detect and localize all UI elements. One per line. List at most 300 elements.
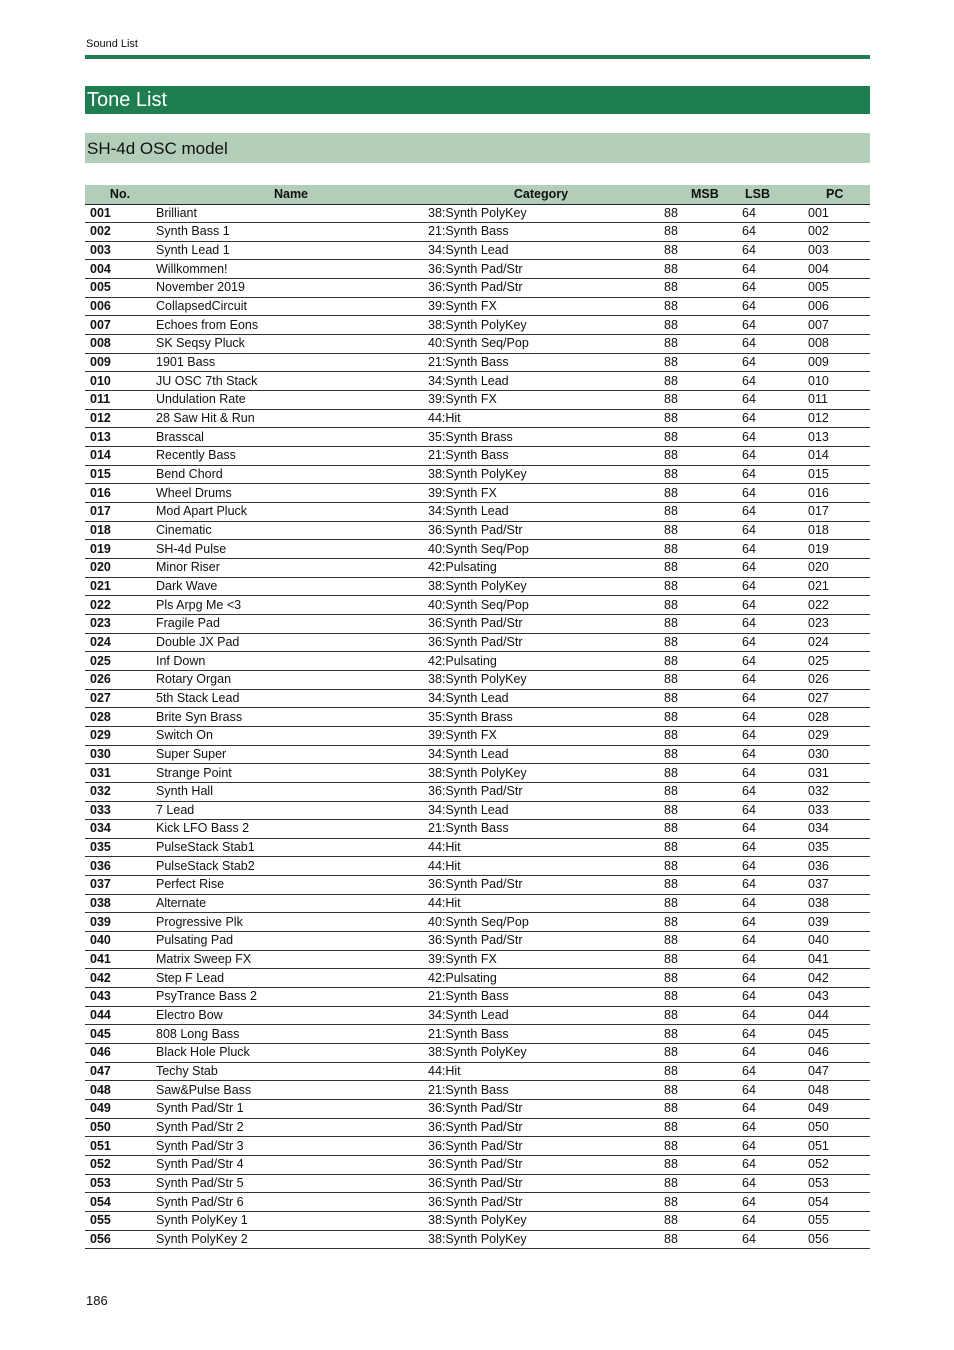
table-row	[85, 409, 870, 428]
cell-lsb: 64	[734, 540, 806, 559]
cell-name: Bend Chord	[155, 465, 427, 484]
cell-no: 037	[85, 876, 155, 895]
cell-pc: 018	[806, 521, 870, 540]
cell-no: 035	[85, 838, 155, 857]
cell-no: 010	[85, 372, 155, 391]
cell-lsb: 64	[734, 558, 806, 577]
cell-no: 013	[85, 428, 155, 447]
table-row	[85, 633, 870, 652]
cell-category: 39:Synth FX	[427, 484, 655, 503]
table-row	[85, 913, 870, 932]
cell-name: Double JX Pad	[155, 633, 427, 652]
cell-no: 051	[85, 1137, 155, 1156]
cell-msb: 88	[655, 241, 734, 260]
cell-name: Rotary Organ	[155, 670, 427, 689]
cell-lsb: 64	[734, 391, 806, 410]
cell-lsb: 64	[734, 838, 806, 857]
cell-name: Techy Stab	[155, 1062, 427, 1081]
cell-no: 024	[85, 633, 155, 652]
cell-msb: 88	[655, 558, 734, 577]
cell-no: 026	[85, 670, 155, 689]
cell-category: 42:Pulsating	[427, 558, 655, 577]
cell-no: 005	[85, 279, 155, 298]
cell-category: 21:Synth Bass	[427, 353, 655, 372]
column-header-msb: MSB	[655, 185, 734, 204]
cell-category: 34:Synth Lead	[427, 372, 655, 391]
cell-no: 030	[85, 745, 155, 764]
cell-name: Synth Pad/Str 3	[155, 1137, 427, 1156]
cell-category: 44:Hit	[427, 838, 655, 857]
cell-name: Step F Lead	[155, 969, 427, 988]
cell-msb: 88	[655, 633, 734, 652]
cell-lsb: 64	[734, 913, 806, 932]
cell-no: 012	[85, 409, 155, 428]
cell-category: 35:Synth Brass	[427, 428, 655, 447]
cell-no: 053	[85, 1174, 155, 1193]
table-row	[85, 726, 870, 745]
cell-category: 36:Synth Pad/Str	[427, 782, 655, 801]
cell-category: 21:Synth Bass	[427, 447, 655, 466]
cell-name: 7 Lead	[155, 801, 427, 820]
cell-name: Alternate	[155, 894, 427, 913]
cell-name: Super Super	[155, 745, 427, 764]
cell-msb: 88	[655, 969, 734, 988]
cell-name: Brite Syn Brass	[155, 708, 427, 727]
cell-category: 36:Synth Pad/Str	[427, 1193, 655, 1212]
cell-category: 38:Synth PolyKey	[427, 1230, 655, 1249]
table-row	[85, 782, 870, 801]
cell-lsb: 64	[734, 1155, 806, 1174]
cell-name: Brilliant	[155, 204, 427, 223]
cell-name: Fragile Pad	[155, 614, 427, 633]
cell-msb: 88	[655, 204, 734, 223]
cell-category: 38:Synth PolyKey	[427, 465, 655, 484]
cell-msb: 88	[655, 1025, 734, 1044]
cell-no: 009	[85, 353, 155, 372]
table-row	[85, 820, 870, 839]
cell-name: Matrix Sweep FX	[155, 950, 427, 969]
cell-name: Black Hole Pluck	[155, 1044, 427, 1063]
cell-pc: 033	[806, 801, 870, 820]
cell-pc: 010	[806, 372, 870, 391]
column-header-name: Name	[155, 185, 427, 204]
cell-msb: 88	[655, 1193, 734, 1212]
cell-msb: 88	[655, 652, 734, 671]
cell-lsb: 64	[734, 689, 806, 708]
cell-no: 007	[85, 316, 155, 335]
cell-msb: 88	[655, 913, 734, 932]
cell-category: 34:Synth Lead	[427, 1006, 655, 1025]
cell-msb: 88	[655, 447, 734, 466]
cell-category: 42:Pulsating	[427, 652, 655, 671]
cell-name: Cinematic	[155, 521, 427, 540]
column-header-lsb: LSB	[734, 185, 806, 204]
table-row	[85, 764, 870, 783]
cell-category: 34:Synth Lead	[427, 241, 655, 260]
cell-msb: 88	[655, 297, 734, 316]
cell-lsb: 64	[734, 969, 806, 988]
cell-no: 040	[85, 932, 155, 951]
cell-name: Recently Bass	[155, 447, 427, 466]
cell-name: Progressive Plk	[155, 913, 427, 932]
cell-category: 39:Synth FX	[427, 297, 655, 316]
cell-no: 029	[85, 726, 155, 745]
cell-pc: 031	[806, 764, 870, 783]
cell-name: November 2019	[155, 279, 427, 298]
cell-name: SK Seqsy Pluck	[155, 335, 427, 354]
cell-no: 055	[85, 1211, 155, 1230]
cell-name: 808 Long Bass	[155, 1025, 427, 1044]
cell-no: 044	[85, 1006, 155, 1025]
table-row	[85, 876, 870, 895]
cell-msb: 88	[655, 260, 734, 279]
cell-pc: 024	[806, 633, 870, 652]
cell-pc: 039	[806, 913, 870, 932]
cell-lsb: 64	[734, 428, 806, 447]
cell-category: 44:Hit	[427, 1062, 655, 1081]
cell-no: 025	[85, 652, 155, 671]
cell-name: Synth Pad/Str 2	[155, 1118, 427, 1137]
cell-pc: 026	[806, 670, 870, 689]
column-header-pc: PC	[806, 185, 870, 204]
cell-msb: 88	[655, 503, 734, 522]
cell-lsb: 64	[734, 577, 806, 596]
cell-category: 21:Synth Bass	[427, 223, 655, 242]
cell-lsb: 64	[734, 241, 806, 260]
cell-category: 38:Synth PolyKey	[427, 1211, 655, 1230]
table-row	[85, 1081, 870, 1100]
cell-no: 001	[85, 204, 155, 223]
cell-pc: 019	[806, 540, 870, 559]
cell-msb: 88	[655, 223, 734, 242]
table-row	[85, 708, 870, 727]
cell-lsb: 64	[734, 614, 806, 633]
cell-pc: 027	[806, 689, 870, 708]
cell-msb: 88	[655, 409, 734, 428]
section-title: Tone List	[85, 86, 870, 114]
table-row	[85, 857, 870, 876]
table-row	[85, 1044, 870, 1063]
table-row	[85, 1100, 870, 1119]
cell-no: 046	[85, 1044, 155, 1063]
table-row	[85, 372, 870, 391]
cell-pc: 002	[806, 223, 870, 242]
table-row	[85, 223, 870, 242]
table-header-row	[85, 185, 870, 204]
table-row	[85, 1174, 870, 1193]
subsection-title: SH-4d OSC model	[85, 133, 870, 163]
cell-pc: 025	[806, 652, 870, 671]
cell-pc: 043	[806, 988, 870, 1007]
running-head: Sound List	[86, 38, 138, 50]
cell-pc: 005	[806, 279, 870, 298]
cell-no: 015	[85, 465, 155, 484]
table-row	[85, 465, 870, 484]
table-row	[85, 596, 870, 615]
column-header-no: No.	[85, 185, 155, 204]
cell-msb: 88	[655, 1062, 734, 1081]
cell-no: 034	[85, 820, 155, 839]
cell-name: Synth Lead 1	[155, 241, 427, 260]
cell-name: Undulation Rate	[155, 391, 427, 410]
cell-msb: 88	[655, 820, 734, 839]
cell-category: 21:Synth Bass	[427, 1025, 655, 1044]
cell-pc: 055	[806, 1211, 870, 1230]
cell-lsb: 64	[734, 503, 806, 522]
cell-no: 038	[85, 894, 155, 913]
table-row	[85, 1211, 870, 1230]
cell-msb: 88	[655, 1174, 734, 1193]
cell-pc: 053	[806, 1174, 870, 1193]
cell-no: 039	[85, 913, 155, 932]
cell-name: PsyTrance Bass 2	[155, 988, 427, 1007]
table-row	[85, 1155, 870, 1174]
cell-no: 048	[85, 1081, 155, 1100]
cell-no: 011	[85, 391, 155, 410]
cell-name: Inf Down	[155, 652, 427, 671]
tone-table	[85, 185, 870, 1249]
cell-msb: 88	[655, 521, 734, 540]
cell-pc: 034	[806, 820, 870, 839]
cell-name: PulseStack Stab1	[155, 838, 427, 857]
table-row	[85, 297, 870, 316]
cell-no: 031	[85, 764, 155, 783]
cell-name: Switch On	[155, 726, 427, 745]
cell-category: 42:Pulsating	[427, 969, 655, 988]
cell-msb: 88	[655, 1118, 734, 1137]
cell-name: Kick LFO Bass 2	[155, 820, 427, 839]
cell-msb: 88	[655, 279, 734, 298]
cell-name: Minor Riser	[155, 558, 427, 577]
cell-msb: 88	[655, 540, 734, 559]
cell-pc: 012	[806, 409, 870, 428]
cell-name: Synth PolyKey 2	[155, 1230, 427, 1249]
cell-lsb: 64	[734, 670, 806, 689]
cell-pc: 038	[806, 894, 870, 913]
cell-no: 019	[85, 540, 155, 559]
cell-lsb: 64	[734, 1193, 806, 1212]
table-row	[85, 204, 870, 223]
table-row	[85, 540, 870, 559]
table-row	[85, 484, 870, 503]
cell-lsb: 64	[734, 1006, 806, 1025]
cell-category: 36:Synth Pad/Str	[427, 1137, 655, 1156]
cell-name: SH-4d Pulse	[155, 540, 427, 559]
table-row	[85, 1025, 870, 1044]
cell-pc: 003	[806, 241, 870, 260]
cell-msb: 88	[655, 689, 734, 708]
cell-pc: 001	[806, 204, 870, 223]
cell-name: PulseStack Stab2	[155, 857, 427, 876]
cell-lsb: 64	[734, 447, 806, 466]
table-row	[85, 316, 870, 335]
cell-pc: 044	[806, 1006, 870, 1025]
table-row	[85, 353, 870, 372]
table-row	[85, 670, 870, 689]
cell-pc: 035	[806, 838, 870, 857]
cell-msb: 88	[655, 1155, 734, 1174]
cell-pc: 037	[806, 876, 870, 895]
cell-msb: 88	[655, 1211, 734, 1230]
table-row	[85, 969, 870, 988]
cell-msb: 88	[655, 353, 734, 372]
cell-pc: 015	[806, 465, 870, 484]
cell-lsb: 64	[734, 279, 806, 298]
cell-category: 36:Synth Pad/Str	[427, 279, 655, 298]
cell-msb: 88	[655, 932, 734, 951]
cell-name: Perfect Rise	[155, 876, 427, 895]
cell-no: 056	[85, 1230, 155, 1249]
cell-pc: 013	[806, 428, 870, 447]
cell-no: 008	[85, 335, 155, 354]
cell-category: 36:Synth Pad/Str	[427, 1100, 655, 1119]
cell-lsb: 64	[734, 1100, 806, 1119]
cell-pc: 040	[806, 932, 870, 951]
cell-lsb: 64	[734, 409, 806, 428]
cell-msb: 88	[655, 596, 734, 615]
cell-no: 020	[85, 558, 155, 577]
cell-pc: 028	[806, 708, 870, 727]
cell-msb: 88	[655, 1230, 734, 1249]
cell-no: 032	[85, 782, 155, 801]
cell-pc: 020	[806, 558, 870, 577]
cell-name: Wheel Drums	[155, 484, 427, 503]
cell-category: 39:Synth FX	[427, 391, 655, 410]
cell-name: Mod Apart Pluck	[155, 503, 427, 522]
table-row	[85, 689, 870, 708]
table-row	[85, 391, 870, 410]
cell-category: 40:Synth Seq/Pop	[427, 335, 655, 354]
cell-pc: 021	[806, 577, 870, 596]
cell-msb: 88	[655, 764, 734, 783]
cell-msb: 88	[655, 1100, 734, 1119]
cell-pc: 016	[806, 484, 870, 503]
cell-category: 40:Synth Seq/Pop	[427, 540, 655, 559]
cell-category: 34:Synth Lead	[427, 503, 655, 522]
cell-category: 38:Synth PolyKey	[427, 577, 655, 596]
cell-name: Synth Pad/Str 5	[155, 1174, 427, 1193]
cell-name: Synth PolyKey 1	[155, 1211, 427, 1230]
cell-category: 38:Synth PolyKey	[427, 670, 655, 689]
cell-name: 28 Saw Hit & Run	[155, 409, 427, 428]
cell-lsb: 64	[734, 1174, 806, 1193]
cell-category: 38:Synth PolyKey	[427, 204, 655, 223]
cell-no: 050	[85, 1118, 155, 1137]
cell-lsb: 64	[734, 894, 806, 913]
cell-name: Echoes from Eons	[155, 316, 427, 335]
cell-no: 052	[85, 1155, 155, 1174]
cell-pc: 041	[806, 950, 870, 969]
cell-lsb: 64	[734, 876, 806, 895]
cell-pc: 047	[806, 1062, 870, 1081]
column-header-category: Category	[427, 185, 655, 204]
table-row	[85, 1006, 870, 1025]
header-rule	[85, 55, 870, 59]
table-row	[85, 577, 870, 596]
cell-msb: 88	[655, 1006, 734, 1025]
cell-category: 44:Hit	[427, 894, 655, 913]
cell-pc: 023	[806, 614, 870, 633]
cell-name: Saw&Pulse Bass	[155, 1081, 427, 1100]
cell-category: 36:Synth Pad/Str	[427, 614, 655, 633]
cell-category: 40:Synth Seq/Pop	[427, 913, 655, 932]
cell-name: Electro Bow	[155, 1006, 427, 1025]
cell-msb: 88	[655, 801, 734, 820]
cell-lsb: 64	[734, 857, 806, 876]
table-row	[85, 932, 870, 951]
cell-name: Synth Hall	[155, 782, 427, 801]
cell-name: Brasscal	[155, 428, 427, 447]
cell-no: 054	[85, 1193, 155, 1212]
cell-lsb: 64	[734, 1062, 806, 1081]
cell-lsb: 64	[734, 988, 806, 1007]
cell-pc: 006	[806, 297, 870, 316]
cell-pc: 022	[806, 596, 870, 615]
cell-pc: 048	[806, 1081, 870, 1100]
cell-msb: 88	[655, 670, 734, 689]
cell-category: 35:Synth Brass	[427, 708, 655, 727]
cell-name: Synth Pad/Str 6	[155, 1193, 427, 1212]
cell-no: 028	[85, 708, 155, 727]
cell-category: 21:Synth Bass	[427, 988, 655, 1007]
cell-lsb: 64	[734, 596, 806, 615]
cell-name: JU OSC 7th Stack	[155, 372, 427, 391]
table-row	[85, 950, 870, 969]
cell-pc: 049	[806, 1100, 870, 1119]
cell-pc: 046	[806, 1044, 870, 1063]
table-row	[85, 1062, 870, 1081]
cell-no: 018	[85, 521, 155, 540]
table-row	[85, 838, 870, 857]
table-row	[85, 988, 870, 1007]
cell-no: 003	[85, 241, 155, 260]
cell-pc: 009	[806, 353, 870, 372]
cell-no: 017	[85, 503, 155, 522]
cell-no: 027	[85, 689, 155, 708]
cell-msb: 88	[655, 876, 734, 895]
cell-msb: 88	[655, 391, 734, 410]
cell-no: 006	[85, 297, 155, 316]
cell-pc: 045	[806, 1025, 870, 1044]
cell-pc: 042	[806, 969, 870, 988]
cell-category: 34:Synth Lead	[427, 801, 655, 820]
cell-category: 36:Synth Pad/Str	[427, 521, 655, 540]
cell-no: 021	[85, 577, 155, 596]
cell-category: 38:Synth PolyKey	[427, 316, 655, 335]
cell-lsb: 64	[734, 223, 806, 242]
cell-category: 36:Synth Pad/Str	[427, 633, 655, 652]
table-row	[85, 279, 870, 298]
cell-lsb: 64	[734, 782, 806, 801]
table-row	[85, 503, 870, 522]
cell-msb: 88	[655, 1081, 734, 1100]
cell-msb: 88	[655, 465, 734, 484]
cell-lsb: 64	[734, 335, 806, 354]
table-row	[85, 521, 870, 540]
cell-no: 041	[85, 950, 155, 969]
cell-name: Strange Point	[155, 764, 427, 783]
cell-category: 21:Synth Bass	[427, 1081, 655, 1100]
table-row	[85, 652, 870, 671]
cell-pc: 004	[806, 260, 870, 279]
cell-msb: 88	[655, 316, 734, 335]
cell-lsb: 64	[734, 260, 806, 279]
cell-pc: 008	[806, 335, 870, 354]
cell-pc: 051	[806, 1137, 870, 1156]
cell-msb: 88	[655, 708, 734, 727]
cell-category: 38:Synth PolyKey	[427, 764, 655, 783]
cell-msb: 88	[655, 335, 734, 354]
